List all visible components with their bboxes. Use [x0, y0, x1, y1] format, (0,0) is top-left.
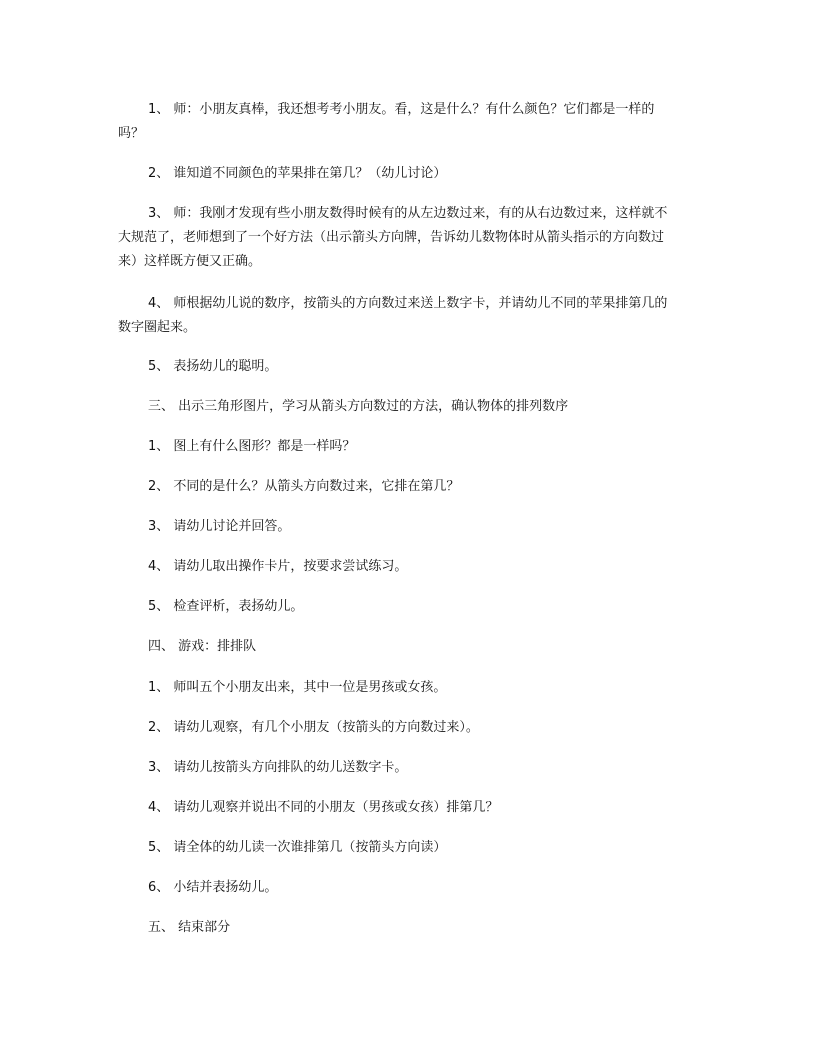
paragraph-3: 3、 师：我刚才发现有些小朋友数得时候有的从左边数过来，有的从右边数过来，这样就不大规范了，老师想到了一个好方法（出示箭头方向牌，告诉幼儿数物体时从箭头指示的方向数过来）这样既方便又正确。 — [118, 206, 668, 269]
paragraph-12: 2、 请幼儿观察，有几个小朋友（按箭头的方向数过来）。 — [148, 720, 479, 735]
paragraph-13: 3、 请幼儿按箭头方向排队的幼儿送数字卡。 — [148, 760, 408, 775]
paragraph-16: 6、 小结并表扬幼儿。 — [148, 880, 278, 895]
paragraph-5: 5、 表扬幼儿的聪明。 — [148, 359, 278, 374]
paragraph-9: 4、 请幼儿取出操作卡片，按要求尝试练习。 — [148, 559, 408, 574]
paragraph-11: 1、 师叫五个小朋友出来，其中一位是男孩或女孩。 — [148, 680, 447, 695]
paragraph-6: 1、 图上有什么图形？都是一样吗？ — [148, 439, 356, 454]
paragraph-8: 3、 请幼儿讨论并回答。 — [148, 519, 291, 534]
paragraph-4: 4、 师根据幼儿说的数序，按箭头的方向数过来送上数字卡，并请幼儿不同的苹果排第几的数字圈起来。 — [118, 296, 668, 335]
paragraph-2: 2、 谁知道不同颜色的苹果排在第几？（幼儿讨论） — [148, 166, 447, 181]
paragraph-10: 5、 检查评析，表扬幼儿。 — [148, 599, 304, 614]
paragraph-7: 2、 不同的是什么？从箭头方向数过来，它排在第几？ — [148, 479, 460, 494]
paragraph-1: 1、 师：小朋友真棒，我还想考考小朋友。看，这是什么？有什么颜色？它们都是一样的吗？ — [118, 102, 655, 141]
paragraph-15: 5、 请全体的幼儿读一次谁排第几（按箭头方向读） — [148, 840, 447, 855]
paragraph-14: 4、 请幼儿观察并说出不同的小朋友（男孩或女孩）排第几？ — [148, 800, 499, 815]
section-heading-4: 四、 游戏：排排队 — [148, 639, 257, 654]
section-heading-5: 五、 结束部分 — [148, 920, 231, 935]
section-heading-3: 三、 出示三角形图片，学习从箭头方向数过的方法，确认物体的排列数序 — [148, 399, 569, 414]
